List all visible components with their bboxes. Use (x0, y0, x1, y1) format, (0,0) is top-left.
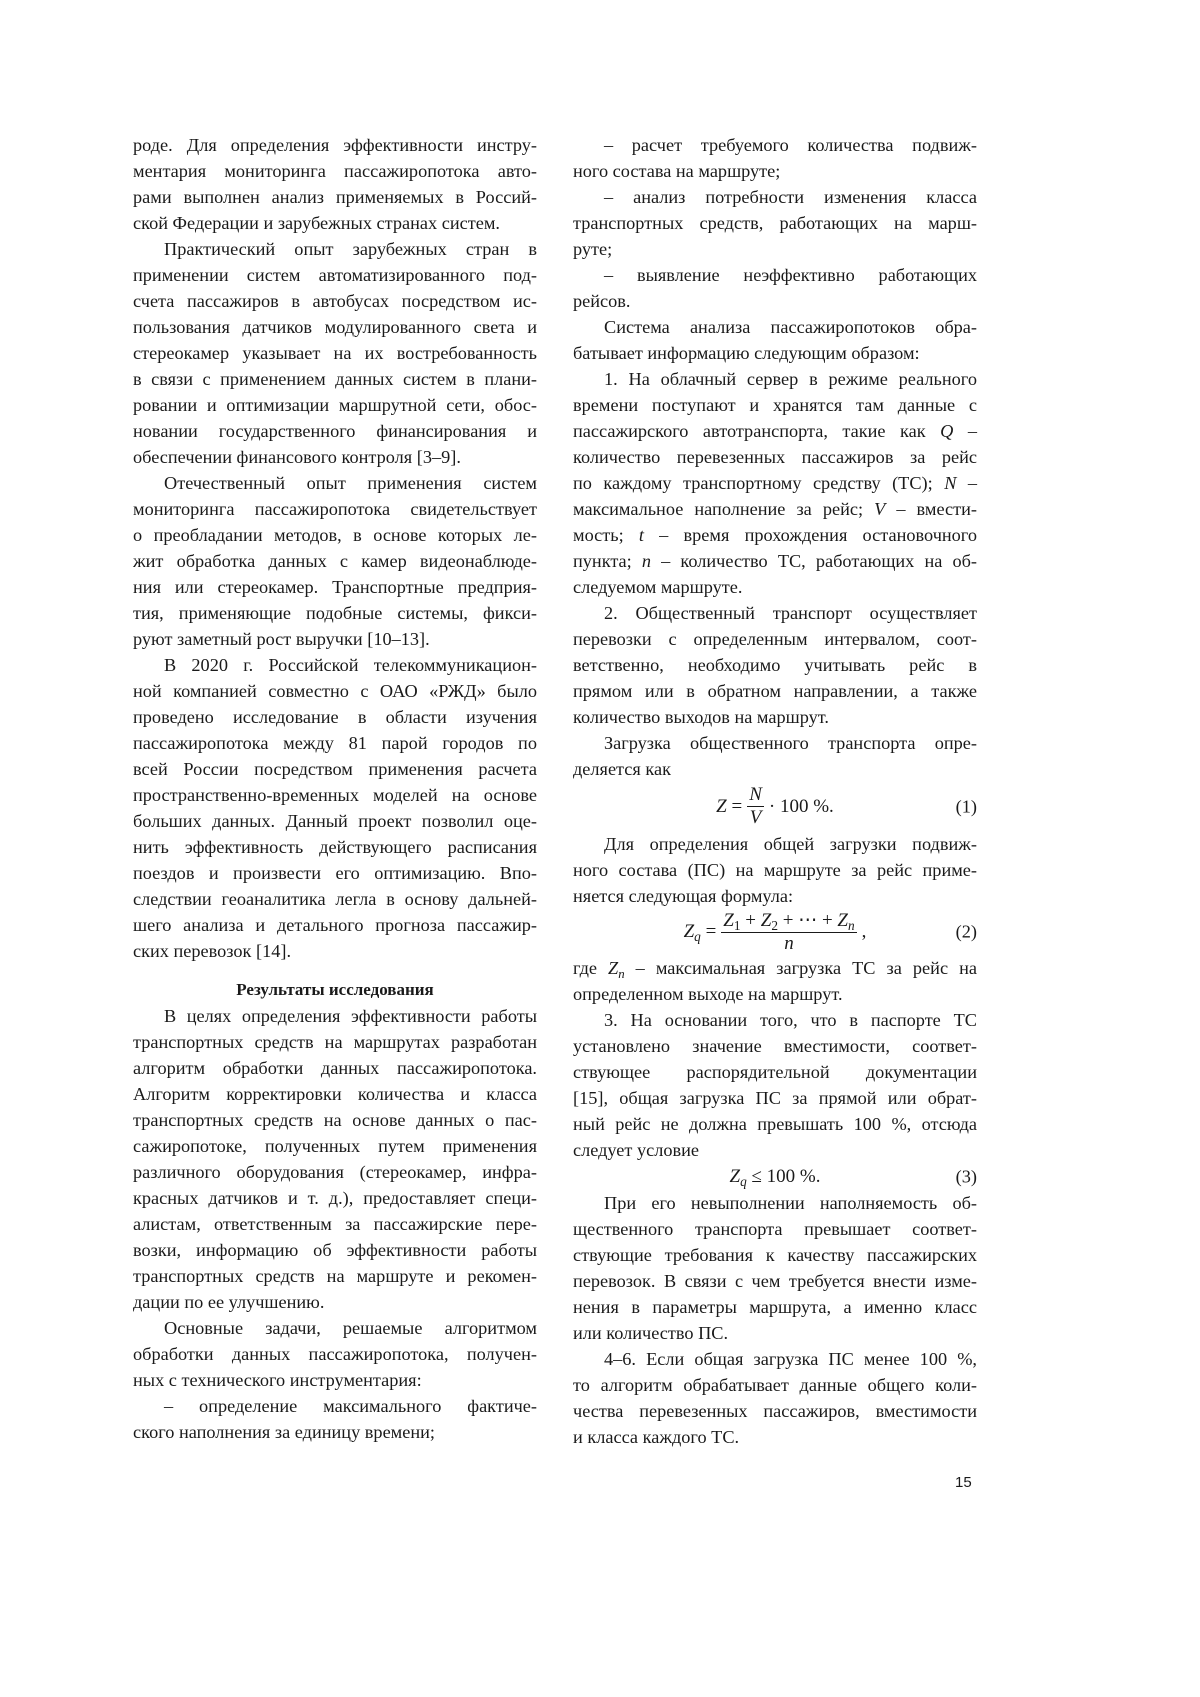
paragraph (133, 1315, 537, 1393)
text-line: рейсов. (573, 288, 977, 314)
text-line: максимальное наполнение за рейс; V – вмести- (573, 496, 977, 522)
equation-lhs: Zq ≤ 100 %. (730, 1166, 821, 1188)
text-line: В целях определения эффективности работы (133, 1003, 537, 1029)
text-line: пассажиропотока между 81 парой городов по (133, 730, 537, 756)
paragraph (573, 314, 977, 366)
equation (573, 1163, 977, 1190)
italic-var: Z (761, 910, 772, 931)
italic-var: Q (940, 421, 953, 441)
paragraph (573, 730, 977, 782)
text-line: красных датчиков и т. д.), предоставляет специ- (133, 1185, 537, 1211)
text-line: батывает информацию следующим образом: (573, 340, 977, 366)
denominator (784, 933, 794, 955)
equation-lhs: Z = (716, 796, 742, 818)
text-line: ствующие требования к качеству пассажирских (573, 1242, 977, 1268)
text-line: Загрузка общественного транспорта опре- (573, 730, 977, 756)
page-number: 15 (955, 1474, 972, 1491)
text-line: следует условие (573, 1137, 977, 1163)
text-line: пассажирского автотранспорта, такие как Q – (573, 418, 977, 444)
paragraph (573, 955, 977, 1007)
italic-var: Z (730, 1166, 741, 1187)
text-line: – анализ потребности изменения класса (573, 184, 977, 210)
text-line: счета пассажиров в автобусах посредством ис- (133, 288, 537, 314)
text-line: транспортных средств на основе данных о пас- (133, 1107, 537, 1133)
paragraph (573, 366, 977, 600)
fraction (721, 910, 856, 955)
text-line: времени поступают и хранятся там данные с (573, 392, 977, 418)
text-line: ной компанией совместно с ОАО «РЖД» было (133, 678, 537, 704)
equation (573, 782, 977, 831)
paragraph (573, 184, 977, 262)
text-line: деляется как (573, 756, 977, 782)
text-line: применении систем автоматизированного под- (133, 262, 537, 288)
text-line: по каждому транспортному средству (ТС); N – (573, 470, 977, 496)
text-line: то алгоритм обрабатывает данные общего коли- (573, 1372, 977, 1398)
text-line: ный рейс не должна превышать 100 %, отсюда (573, 1111, 977, 1137)
text-line: – выявление неэффективно работающих (573, 262, 977, 288)
italic-var: n (784, 933, 794, 954)
text-line: рами выполнен анализ применяемых в Россий- (133, 184, 537, 210)
equation (573, 909, 977, 955)
text-line: прямом или в обратном направлении, а также (573, 678, 977, 704)
text-line: следуемом маршруте. (573, 574, 977, 600)
section-heading: Результаты исследования (133, 977, 537, 1003)
text-line: роде. Для определения эффективности инстру- (133, 132, 537, 158)
text-line: Алгоритм корректировки количества и класса (133, 1081, 537, 1107)
text-line: 4–6. Если общая загрузка ПС менее 100 %, (573, 1346, 977, 1372)
text-line: перевозки с определенным интервалом, соот- (573, 626, 977, 652)
text-line: обработки данных пассажиропотока, получен- (133, 1341, 537, 1367)
text-line: щественного транспорта превышает соответ- (573, 1216, 977, 1242)
text-line: 1. На облачный сервер в режиме реального (573, 366, 977, 392)
equation-lhs: Zq = (684, 921, 717, 943)
text-line: количество перевезенных пассажиров за рейс (573, 444, 977, 470)
italic-var: q (694, 929, 701, 944)
paragraph (573, 1190, 977, 1346)
text-line: Для определения общей загрузки подвиж- (573, 831, 977, 857)
text-line: руют заметный рост выручки [10–13]. (133, 626, 537, 652)
text-line: проведено исследование в области изучения (133, 704, 537, 730)
numerator: Z1 + Z2 + ⋯ + Zn (721, 910, 856, 933)
paragraph (133, 1393, 537, 1445)
denominator (750, 807, 762, 829)
italic-var: n (618, 967, 624, 981)
numerator (747, 784, 764, 807)
text-line: транспортных средств на маршрутах разработан (133, 1029, 537, 1055)
text-line: обеспечении финансового контроля [3–9]. (133, 444, 537, 470)
text-line: ровании и оптимизации маршрутной сети, обос- (133, 392, 537, 418)
text-line: [15], общая загрузка ПС за прямой или обрат- (573, 1085, 977, 1111)
paragraph (573, 1007, 977, 1163)
paragraph (573, 1346, 977, 1450)
italic-var: N (749, 784, 762, 805)
subscript (740, 1173, 747, 1188)
text-line: Практический опыт зарубежных стран в (133, 236, 537, 262)
subscript (848, 917, 855, 932)
italic-var: V (874, 499, 885, 519)
text-line: ных с технического инструментария: (133, 1367, 537, 1393)
italic-var: Z (837, 910, 848, 931)
text-line: руте; (573, 236, 977, 262)
text-line: ской Федерации и зарубежных странах систем. (133, 210, 537, 236)
equation-expression (716, 784, 834, 829)
text-line: о преобладании методов, в основе которых ле- (133, 522, 537, 548)
text-line: мость; t – время прохождения остановочного (573, 522, 977, 548)
text-line: перевозок. В связи с чем требуется внести изме- (573, 1268, 977, 1294)
text-line: жит обработка данных с камер видеонаблюде- (133, 548, 537, 574)
fraction (747, 784, 764, 829)
text-line: шего анализа и детального прогноза пассажир- (133, 912, 537, 938)
text-line: стереокамер указывает на их востребованность (133, 340, 537, 366)
paragraph (573, 132, 977, 184)
italic-var: t (639, 525, 644, 545)
right-column (573, 132, 977, 1450)
italic-var: Z (716, 796, 727, 817)
text-line: и класса каждого ТС. (573, 1424, 977, 1450)
text-line: ствующее распорядительной документации (573, 1059, 977, 1085)
italic-var: Z (684, 921, 695, 942)
paragraph (133, 236, 537, 470)
text-line: – определение максимального фактиче- (133, 1393, 537, 1419)
text-line: сажиропотоке, полученных путем применения (133, 1133, 537, 1159)
text-line: При его невыполнении наполняемость об- (573, 1190, 977, 1216)
text-line: Система анализа пассажиропотоков обра- (573, 314, 977, 340)
text-line: следствии геоаналитика легла в основу дальней- (133, 886, 537, 912)
text-line: или количество ПС. (573, 1320, 977, 1346)
text-line: всей России посредством применения расчета (133, 756, 537, 782)
subscript: 2 (771, 917, 778, 932)
subscript: 1 (734, 917, 741, 932)
text-line: – расчет требуемого количества подвиж- (573, 132, 977, 158)
italic-var: V (750, 807, 762, 828)
equation-number: (3) (956, 1166, 977, 1187)
text-line: ских перевозок [14]. (133, 938, 537, 964)
text-line: пункта; n – количество ТС, работающих на об- (573, 548, 977, 574)
text-line: нения в параметры маршрута, а именно класс (573, 1294, 977, 1320)
text-line: установлено значение вместимости, соответ- (573, 1033, 977, 1059)
equation-rhs: · 100 %. (769, 796, 834, 818)
italic-var: Z (723, 910, 734, 931)
paragraph (133, 470, 537, 652)
text-line: дации по ее улучшению. (133, 1289, 537, 1315)
text-line: Отечественный опыт применения систем (133, 470, 537, 496)
text-line: ветственно, необходимо учитывать рейс в (573, 652, 977, 678)
text-line: транспортных средств на маршруте и рекомен- (133, 1263, 537, 1289)
text-line: количество выходов на маршрут. (573, 704, 977, 730)
equation-rhs: , (862, 921, 867, 943)
text-line: определенном выходе на маршрут. (573, 981, 977, 1007)
paragraph (133, 652, 537, 964)
text-line: пространственно-временных моделей на основе (133, 782, 537, 808)
text-line: транспортных средств, работающих на марш- (573, 210, 977, 236)
text-line: новании государственного финансирования и (133, 418, 537, 444)
text-line: больших данных. Данный проект позволил оце- (133, 808, 537, 834)
text-line: нить эффективность действующего расписания (133, 834, 537, 860)
text-line: возки, информацию об эффективности работы (133, 1237, 537, 1263)
paragraph (573, 600, 977, 730)
text-line: ного состава (ПС) на маршруте за рейс приме- (573, 857, 977, 883)
text-line: в связи с применением данных систем в плани- (133, 366, 537, 392)
text-line: ного состава на маршруте; (573, 158, 977, 184)
text-line: алистам, ответственным за пассажирские пере- (133, 1211, 537, 1237)
text-line: В 2020 г. Российской телекоммуникацион- (133, 652, 537, 678)
text-line: пользования датчиков модулированного света и (133, 314, 537, 340)
text-line: 2. Общественный транспорт осуществляет (573, 600, 977, 626)
italic-var: n (848, 917, 855, 932)
text-line: где Zn – максимальная загрузка ТС за рейс на (573, 955, 977, 981)
paragraph (573, 262, 977, 314)
paragraph (133, 1003, 537, 1315)
subscript (694, 929, 701, 944)
text-line: ментария мониторинга пассажиропотока авто- (133, 158, 537, 184)
text-line: различного оборудования (стереокамер, инфра- (133, 1159, 537, 1185)
equation-expression (730, 1166, 821, 1188)
paragraph (133, 132, 537, 236)
italic-var: Z (608, 958, 618, 978)
text-line: няется следующая формула: (573, 883, 977, 909)
text-line: чества перевезенных пассажиров, вместимости (573, 1398, 977, 1424)
text-line: ского наполнения за единицу времени; (133, 1419, 537, 1445)
text-line: ния или стереокамер. Транспортные предприя- (133, 574, 537, 600)
left-column (133, 132, 537, 1445)
text-line: Основные задачи, решаемые алгоритмом (133, 1315, 537, 1341)
text-line: 3. На основании того, что в паспорте ТС (573, 1007, 977, 1033)
italic-var: N (944, 473, 956, 493)
italic-var: n (642, 551, 651, 571)
italic-var: q (740, 1173, 747, 1188)
equation-number: (2) (956, 922, 977, 943)
paragraph (573, 831, 977, 909)
text-line: тия, применяющие подобные системы, фикси- (133, 600, 537, 626)
equation-expression (684, 910, 867, 955)
equation-number: (1) (956, 796, 977, 817)
text-line: поездов и произвести его оптимизацию. Впо- (133, 860, 537, 886)
text-line: алгоритм обработки данных пассажиропотока. (133, 1055, 537, 1081)
text-line: мониторинга пассажиропотока свидетельствует (133, 496, 537, 522)
subscript (618, 967, 624, 981)
